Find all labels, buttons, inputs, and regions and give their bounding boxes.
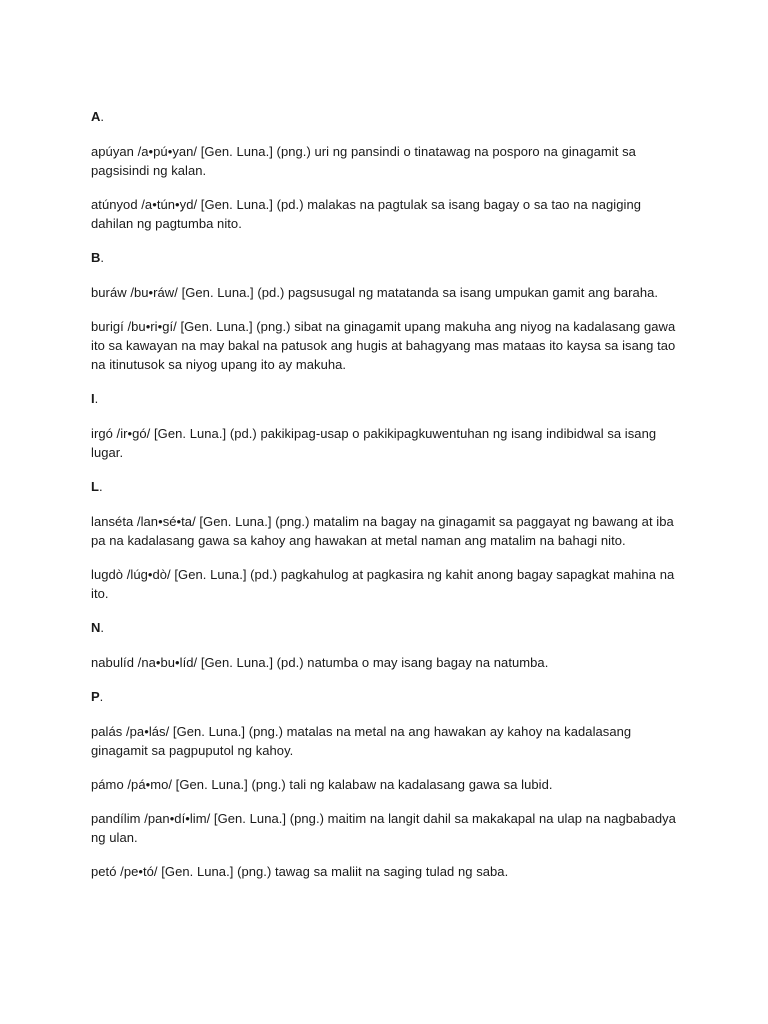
dictionary-entry: irgó /ir•gó/ [Gen. Luna.] (pd.) pakikipag-usap o pakikipagkuwentuhan ng isang indibidwal sa isang lugar. bbox=[91, 426, 657, 460]
dictionary-entry: apúyan /a•pú•yan/ [Gen. Luna.] (png.) uri ng pansindi o tinatawag na posporo na ginagamit sa pagsisindi ng kalan. bbox=[91, 144, 636, 178]
section-heading-i: I. bbox=[91, 391, 99, 406]
dictionary-entry: atúnyod /a•tún•yd/ [Gen. Luna.] (pd.) malakas na pagtulak sa isang bagay o sa tao na nagiging dahilan ng pagtumba nito. bbox=[91, 197, 642, 231]
section-heading-b: B. bbox=[91, 250, 105, 265]
section-heading-p: P. bbox=[91, 689, 104, 704]
section-letter: N bbox=[91, 620, 101, 635]
section-heading-a: A. bbox=[91, 109, 105, 124]
dictionary-entry: buráw /bu•ráw/ [Gen. Luna.] (pd.) pagsusugal ng matatanda sa isang umpukan gamit ang baraha. bbox=[91, 285, 659, 300]
dictionary-page bbox=[91, 107, 681, 896]
section-letter: L bbox=[91, 479, 99, 494]
dictionary-entry: pandílim /pan•dí•lim/ [Gen. Luna.] (png.) maitim na langit dahil sa makakapal na ulap na nagbabadya ng ulan. bbox=[91, 811, 676, 845]
dictionary-entry: lugdò /lúg•dò/ [Gen. Luna.] (pd.) pagkahulog at pagkasira ng kahit anong bagay sapagkat mahina na ito. bbox=[91, 567, 675, 601]
dictionary-entry: lanséta /lan•sé•ta/ [Gen. Luna.] (png.) matalim na bagay na ginagamit sa paggayat ng bawang at iba pa na kadalasang gawa sa kahoy ang hawakan at metal naman ang matalim na bahagi nito. bbox=[91, 514, 674, 548]
dictionary-entry: pámo /pá•mo/ [Gen. Luna.] (png.) tali ng kalabaw na kadalasang gawa sa lubid. bbox=[91, 777, 553, 792]
section-heading-n: N. bbox=[91, 620, 105, 635]
dictionary-entry: nabulíd /na•bu•líd/ [Gen. Luna.] (pd.) natumba o may isang bagay na natumba. bbox=[91, 655, 549, 670]
dictionary-entry: burigí /bu•ri•gí/ [Gen. Luna.] (png.) sibat na ginagamit upang makuha ang niyog na kadalasang gawa ito sa kawayan na may bakal na patusok ang hugis at bahagyang mas mataas ito kaysa sa isang tao na itinutusok sa niyog upang ito ay makuha. bbox=[91, 319, 676, 372]
section-heading-l: L. bbox=[91, 479, 103, 494]
section-letter: A bbox=[91, 109, 101, 124]
dictionary-entry: petó /pe•tó/ [Gen. Luna.] (png.) tawag sa maliit na saging tulad ng saba. bbox=[91, 864, 509, 879]
dictionary-entry: palás /pa•lás/ [Gen. Luna.] (png.) matalas na metal na ang hawakan ay kahoy na kadalasang ginagamit sa pagpuputol ng kahoy. bbox=[91, 724, 632, 758]
section-letter: B bbox=[91, 250, 101, 265]
section-letter: P bbox=[91, 689, 100, 704]
section-letter: I bbox=[91, 391, 95, 406]
